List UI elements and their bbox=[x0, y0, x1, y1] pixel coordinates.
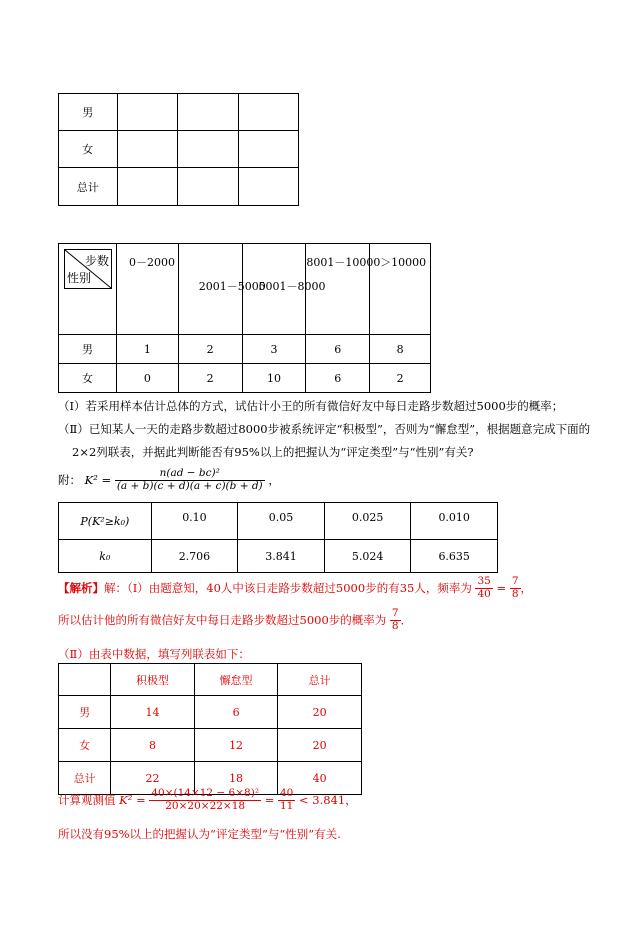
formula-lhs: K² = bbox=[84, 473, 112, 488]
table-cell: 0.010 bbox=[411, 503, 498, 540]
table-cell: 2 bbox=[178, 335, 242, 364]
column-header: 懈怠型 bbox=[194, 664, 278, 696]
formula-fraction: $\frac{\text{n(ad − bc)²}}{(a + b)(c + d)(a + c)(b + d)}$ bbox=[116, 467, 263, 492]
question-1: （Ⅰ）若采用样本估计总体的方式，试估计小王的所有微信好友中每日走路步数超过5000步的概率； bbox=[58, 399, 564, 413]
row-label: k₀ bbox=[59, 540, 152, 573]
calc-fraction: $\frac{\text{40×(14×12 − 6×8)²}}{20\times 20\times 22\times 18}$ bbox=[151, 787, 260, 812]
row-label: 总计 bbox=[59, 168, 118, 206]
table-cell: 6 bbox=[306, 364, 370, 393]
table-cell: 8 bbox=[370, 335, 431, 364]
table-cell bbox=[178, 94, 238, 131]
row-label: 女 bbox=[59, 729, 111, 762]
table-cell bbox=[117, 94, 177, 131]
question-2-line1: （Ⅱ）已知某人一天的走路步数超过8000步被系统评定“积极型”，否则为“懈怠型”，根据题意完成下面的 bbox=[58, 422, 591, 436]
table-cell: 2.706 bbox=[151, 540, 238, 573]
column-header: 2001－5000 bbox=[178, 244, 242, 335]
fraction-7-8: $\frac{7}{8}$ bbox=[511, 575, 519, 600]
table-cell bbox=[238, 131, 298, 168]
solution-line-1: 【解析】解：（Ⅰ）由题意知，40人中该日走路步数超过5000步的有35人，频率为 $\frac{35}{40}$ = $\frac{7}{8}$ ， bbox=[58, 575, 532, 600]
question-2-line2: 2×2列联表，并据此判断能否有95%以上的把握认为“评定类型”与“性别”有关? bbox=[72, 445, 474, 459]
fraction-40-11: $\frac{40}{11}$ bbox=[279, 787, 294, 812]
formula-prefix: 附： bbox=[58, 473, 81, 488]
table-cell: 18 bbox=[194, 762, 278, 795]
steps-data-table bbox=[58, 243, 431, 393]
table-cell: 2 bbox=[370, 364, 431, 393]
table-cell: 0.05 bbox=[238, 503, 325, 540]
row-label: 男 bbox=[59, 94, 118, 131]
table-cell: 0.10 bbox=[151, 503, 238, 540]
solution-tag: 【解析】 bbox=[58, 581, 104, 596]
table-cell: 12 bbox=[194, 729, 278, 762]
table-cell: 0.025 bbox=[324, 503, 411, 540]
row-label: 男 bbox=[59, 335, 117, 364]
conclusion: 所以没有95%以上的把握认为“评定类型”与“性别”有关. bbox=[58, 827, 341, 841]
header-gender: 性别 bbox=[67, 271, 92, 285]
formula: 附： K² = $\frac{\text{n(ad − bc)²}}{(a + b)(c + d)(a + c)(b + d)}$ ， bbox=[58, 467, 280, 492]
blank-contingency-table bbox=[58, 93, 299, 206]
row-label: 男 bbox=[59, 696, 111, 729]
row-label: P(K²≥k₀) bbox=[59, 503, 152, 540]
table-cell: 6 bbox=[194, 696, 278, 729]
column-header: 积极型 bbox=[111, 664, 195, 696]
table-cell bbox=[178, 168, 238, 206]
diagonal-header-cell bbox=[59, 244, 117, 335]
column-header: 8001－10000 bbox=[306, 244, 370, 335]
calculation-line: 计算观测值 K² = $\frac{\text{40×(14×12 − 6×8)²}}{20\times 20\times 22\times 18}$ = $\frac{40}{11}$ < 3.841， bbox=[58, 787, 357, 812]
solution-line-2: 所以估计他的所有微信好友中每日走路步数超过5000步的概率为 $\frac{7}{8}$ ． bbox=[58, 607, 413, 632]
table-cell: 6 bbox=[306, 335, 370, 364]
table-cell: 3 bbox=[242, 335, 306, 364]
critical-value-table bbox=[58, 502, 498, 573]
column-header: 5001－8000 bbox=[242, 244, 306, 335]
table-cell: 20 bbox=[278, 729, 362, 762]
table-cell: 10 bbox=[242, 364, 306, 393]
fraction-7-8: $\frac{7}{8}$ bbox=[391, 607, 399, 632]
column-header: 总计 bbox=[278, 664, 362, 696]
table-cell: 40 bbox=[278, 762, 362, 795]
filled-contingency-table bbox=[58, 663, 362, 795]
table-cell bbox=[117, 168, 177, 206]
column-header: ＞10000 bbox=[370, 244, 431, 335]
table-cell bbox=[178, 131, 238, 168]
table-cell bbox=[238, 168, 298, 206]
row-label: 总计 bbox=[59, 762, 111, 795]
row-label: 女 bbox=[59, 131, 118, 168]
table-cell bbox=[238, 94, 298, 131]
table-cell: 8 bbox=[111, 729, 195, 762]
table-cell: 3.841 bbox=[238, 540, 325, 573]
table-cell: 14 bbox=[111, 696, 195, 729]
column-header: 0－2000 bbox=[116, 244, 178, 335]
table-cell: 22 bbox=[111, 762, 195, 795]
table-cell: 5.024 bbox=[324, 540, 411, 573]
header-steps: 步数 bbox=[84, 254, 109, 268]
solution-line-3: （Ⅱ）由表中数据，填写列联表如下： bbox=[58, 647, 250, 661]
table-cell: 2 bbox=[178, 364, 242, 393]
corner-cell bbox=[59, 664, 111, 696]
table-cell: 1 bbox=[116, 335, 178, 364]
table-cell: 6.635 bbox=[411, 540, 498, 573]
table-cell: 20 bbox=[278, 696, 362, 729]
row-label: 女 bbox=[59, 364, 117, 393]
fraction-35-40: $\frac{35}{40}$ bbox=[477, 575, 491, 600]
table-cell bbox=[117, 131, 177, 168]
table-cell: 0 bbox=[116, 364, 178, 393]
